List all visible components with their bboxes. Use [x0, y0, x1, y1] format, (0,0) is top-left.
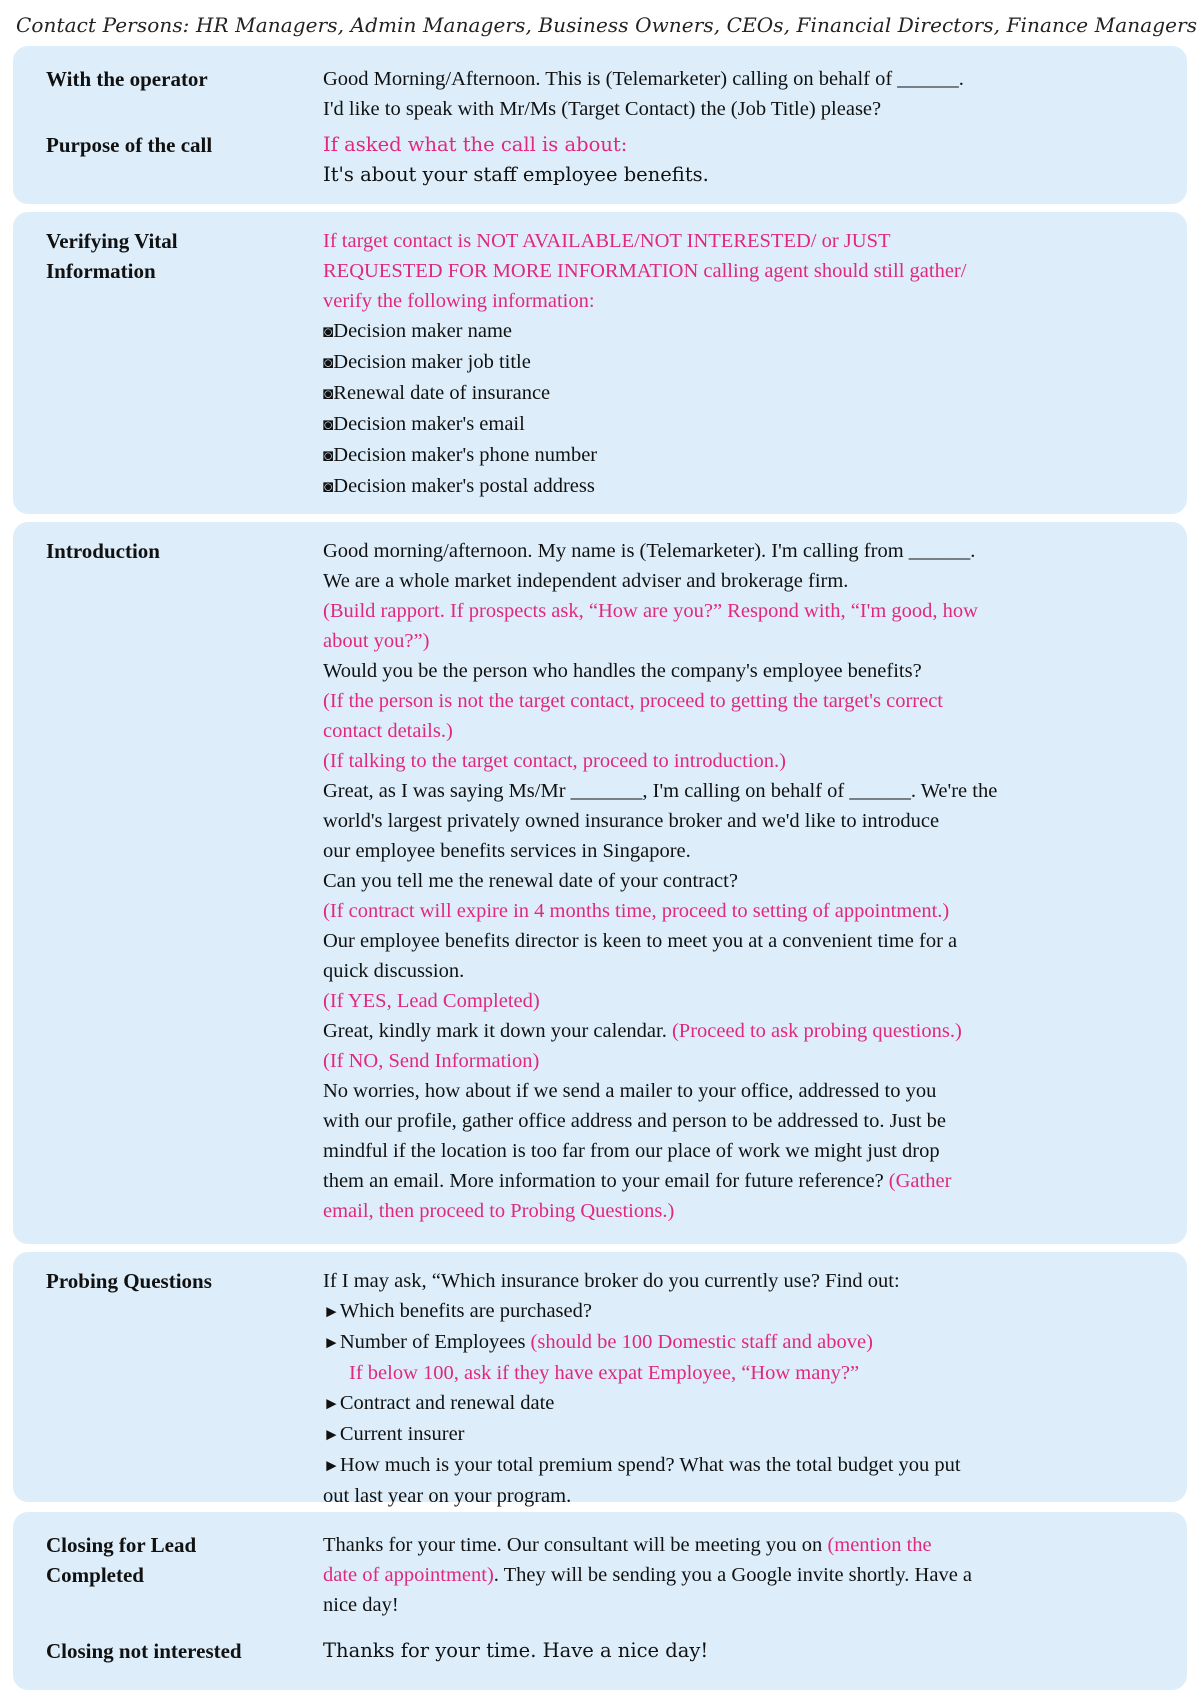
intro-line: Can you tell me the renewal date of your contract?	[323, 870, 738, 892]
closing-note: (mention the	[827, 1534, 932, 1556]
intro-line	[323, 1166, 1083, 1196]
intro-note: contact details.)	[323, 720, 453, 742]
purpose-prompt: If asked what the call is about:	[323, 133, 628, 156]
intro-note: email, then proceed to Probing Questions.)	[323, 1200, 675, 1222]
probing-item-text: Contract and renewal date	[339, 1392, 555, 1414]
verify-item	[323, 471, 1083, 502]
closing-not-interested-text: Thanks for your time. Have a nice day!	[323, 1639, 709, 1662]
intro-line-text: them an email. More information to your email for future reference?	[323, 1170, 889, 1192]
bullet-icon: ◙	[323, 477, 334, 496]
verify-item-text: Decision maker name	[333, 320, 513, 342]
intro-line: Great, as I was saying Ms/Mr _______, I'm calling on behalf of ______. We're the	[323, 780, 998, 802]
intro-line: our employee benefits services in Singapore.	[323, 840, 691, 862]
purpose-answer: It's about your staff employee benefits.	[323, 163, 709, 186]
intro-line-text: Great, kindly mark it down your calendar.	[323, 1020, 672, 1042]
verify-item	[323, 440, 1083, 471]
verify-panel	[13, 212, 1187, 514]
closing-label	[46, 1530, 316, 1590]
intro-line: with our profile, gather office address and person to be addressed to. Just be	[323, 1110, 946, 1132]
verify-item-text: Decision maker job title	[333, 351, 531, 373]
probing-item	[323, 1296, 1083, 1327]
closing-text: . They will be sending you a Google invite shortly. Have a	[493, 1564, 973, 1586]
intro-line: mindful if the location is too far from our place of work we might just drop	[323, 1140, 940, 1162]
intro-note: (If talking to the target contact, proceed to introduction.)	[323, 750, 786, 772]
verify-item-text: Decision maker's email	[333, 413, 525, 435]
bullet-icon: ◙	[323, 384, 334, 403]
introduction-label: Introduction	[46, 539, 160, 563]
probing-item	[323, 1419, 1083, 1450]
probing-item	[323, 1388, 1083, 1419]
verify-item	[323, 347, 1083, 378]
probing-item-text: How much is your total premium spend? What was the total budget you put	[339, 1454, 961, 1476]
bullet-icon: ◙	[323, 415, 334, 434]
intro-note: (Build rapport. If prospects ask, “How are you?” Respond with, “I'm good, how	[323, 600, 978, 622]
closing-not-interested-label: Closing not interested	[46, 1639, 242, 1663]
intro-note: (If NO, Send Information)	[323, 1050, 540, 1072]
purpose-label: Purpose of the call	[46, 133, 213, 157]
intro-line: quick discussion.	[323, 960, 465, 982]
closing-panel	[13, 1512, 1187, 1690]
closing-note: date of appointment)	[323, 1564, 494, 1586]
intro-note: (If the person is not the target contact, proceed to getting the target's correct	[323, 690, 943, 712]
intro-line: Our employee benefits director is keen to meet you at a convenient time for a	[323, 930, 958, 952]
verify-label-line: Information	[46, 259, 156, 283]
closing-line	[323, 1530, 1083, 1560]
probing-item	[323, 1450, 1083, 1481]
introduction-script	[323, 536, 1083, 1226]
bullet-icon: ◙	[323, 353, 334, 372]
arrow-bullet-icon: ►	[323, 1302, 340, 1321]
closing-label-line: Completed	[46, 1563, 144, 1587]
intro-line: Would you be the person who handles the company's employee benefits?	[323, 660, 922, 682]
intro-note-inline: (Gather	[888, 1170, 952, 1192]
intro-line: We are a whole market independent adviser and brokerage firm.	[323, 570, 849, 592]
intro-line	[323, 1016, 1083, 1046]
probing-note: (should be 100 Domestic staff and above)	[530, 1331, 873, 1353]
closing-line	[323, 1560, 1083, 1590]
bullet-icon: ◙	[323, 322, 334, 341]
probing-item-text: Number of Employees	[339, 1331, 531, 1353]
closing-label-line: Closing for Lead	[46, 1533, 197, 1557]
probing-panel	[13, 1252, 1187, 1507]
probing-script	[323, 1266, 1083, 1511]
operator-panel	[13, 46, 1187, 204]
intro-note: (If YES, Lead Completed)	[323, 990, 540, 1012]
verify-label-line: Verifying Vital	[46, 229, 178, 253]
contact-persons-header: Contact Persons: HR Managers, Admin Managers, Business Owners, CEOs, Financial Directors, Finance Managers	[16, 13, 1198, 37]
probing-sub-note: If below 100, ask if they have expat Employee, “How many?”	[349, 1362, 860, 1384]
introduction-panel	[13, 522, 1187, 1244]
probing-lead: If I may ask, “Which insurance broker do you currently use? Find out:	[323, 1270, 900, 1292]
verify-instruction: REQUESTED FOR MORE INFORMATION calling agent should still gather/	[323, 260, 967, 282]
verify-label	[46, 226, 316, 286]
intro-note: about you?”)	[323, 630, 430, 652]
probing-label: Probing Questions	[46, 1269, 212, 1293]
verify-item-text: Renewal date of insurance	[333, 382, 551, 404]
probing-item-text: Which benefits are purchased?	[339, 1300, 592, 1322]
bullet-icon: ◙	[323, 446, 334, 465]
intro-line: world's largest privately owned insurance broker and we'd like to introduce	[323, 810, 940, 832]
verify-script	[323, 226, 1083, 502]
closing-line: nice day!	[323, 1594, 399, 1616]
operator-line: Good Morning/Afternoon. This is (Telemarketer) calling on behalf of ______.	[323, 68, 964, 90]
arrow-bullet-icon: ►	[323, 1333, 340, 1352]
arrow-bullet-icon: ►	[323, 1425, 340, 1444]
verify-instruction: verify the following information:	[323, 290, 595, 312]
closing-script	[323, 1530, 1083, 1620]
intro-line: Good morning/afternoon. My name is (Telemarketer). I'm calling from ______.	[323, 540, 976, 562]
arrow-bullet-icon: ►	[323, 1394, 340, 1413]
operator-line: I'd like to speak with Mr/Ms (Target Contact) the (Job Title) please?	[323, 98, 882, 120]
intro-line: No worries, how about if we send a mailer to your office, addressed to you	[323, 1080, 937, 1102]
verify-instruction: If target contact is NOT AVAILABLE/NOT INTERESTED/ or JUST	[323, 230, 891, 252]
purpose-script	[323, 130, 1083, 190]
verify-item-text: Decision maker's phone number	[333, 444, 598, 466]
probing-item	[323, 1327, 1083, 1358]
verify-item	[323, 316, 1083, 347]
probing-item-text: Current insurer	[339, 1423, 465, 1445]
intro-note: (If contract will expire in 4 months time, proceed to setting of appointment.)	[323, 900, 950, 922]
probing-item-cont: out last year on your program.	[323, 1485, 572, 1507]
arrow-bullet-icon: ►	[323, 1456, 340, 1475]
operator-label: With the operator	[46, 67, 208, 91]
verify-item-text: Decision maker's postal address	[333, 475, 595, 497]
verify-item	[323, 409, 1083, 440]
operator-script	[323, 64, 1083, 124]
verify-item	[323, 378, 1083, 409]
intro-note-inline: (Proceed to ask probing questions.)	[671, 1020, 962, 1042]
closing-text: Thanks for your time. Our consultant will be meeting you on	[323, 1534, 828, 1556]
